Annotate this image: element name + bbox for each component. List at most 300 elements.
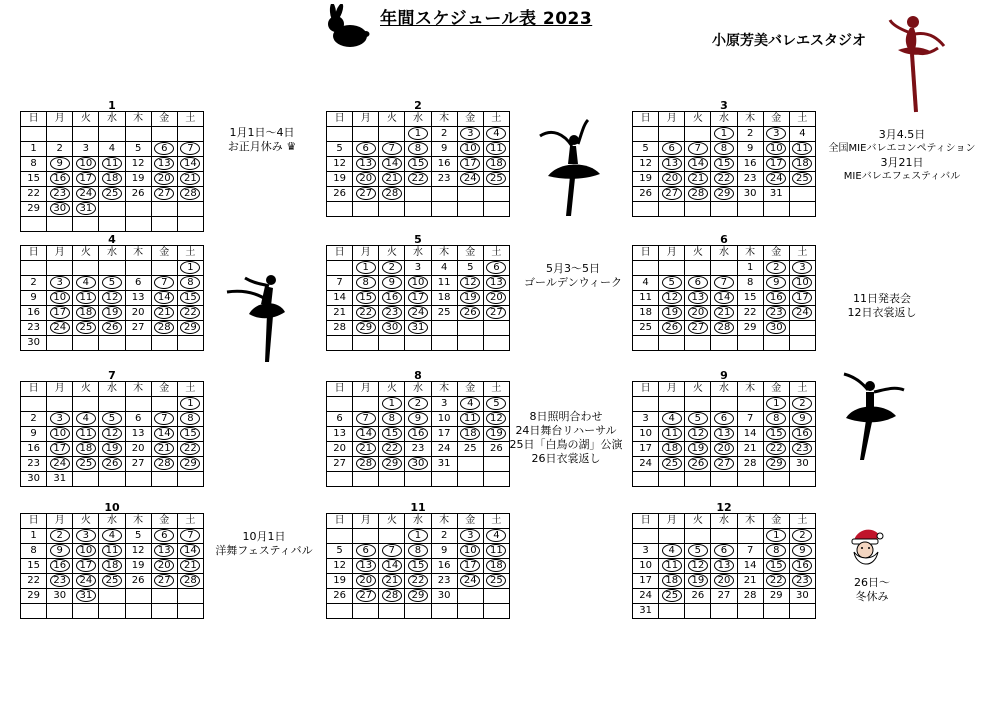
day-cell [763,172,789,187]
lesson-day-circle: 29 [714,187,734,200]
day-cell: 19 [327,574,353,589]
day-cell [177,457,203,472]
weekday-header: 日 [327,112,353,127]
day-cell [99,457,125,472]
day-cell [737,336,763,351]
day-cell: 2 [737,127,763,142]
day-cell [685,529,711,544]
day-cell [659,291,685,306]
day-cell: 19 [125,559,151,574]
day-cell [431,321,457,336]
lesson-day-circle: 3 [460,127,480,140]
day-cell [353,412,379,427]
day-cell: 24 [633,457,659,472]
day-cell [483,157,509,172]
lesson-day-circle: 21 [154,442,174,455]
day-cell [633,336,659,351]
weekday-header: 木 [737,382,763,397]
day-cell: 8 [21,544,47,559]
lesson-day-circle: 27 [688,321,708,334]
day-cell [763,127,789,142]
lesson-day-circle: 13 [662,157,682,170]
day-cell [405,172,431,187]
day-cell [151,187,177,202]
week-row [21,321,204,336]
day-cell [99,544,125,559]
lesson-day-circle: 10 [792,276,812,289]
day-cell [483,529,509,544]
day-cell [659,157,685,172]
day-cell [483,544,509,559]
month-calendar [632,100,816,217]
weekday-header: 月 [353,514,379,529]
lesson-day-circle: 14 [382,559,402,572]
day-cell [47,276,73,291]
day-cell [379,142,405,157]
day-cell: 5 [457,261,483,276]
day-cell [763,574,789,589]
day-cell [659,457,685,472]
day-cell [789,397,815,412]
lesson-day-circle: 25 [792,172,812,185]
lesson-day-circle: 17 [792,291,812,304]
day-cell [659,472,685,487]
weekday-header: 火 [379,112,405,127]
lesson-day-circle: 7 [382,142,402,155]
lesson-day-circle: 7 [180,529,200,542]
weekday-header: 土 [483,514,509,529]
weekday-header-row [21,246,204,261]
calendar-grid [20,245,204,351]
day-cell [125,202,151,217]
day-cell: 22 [737,306,763,321]
lesson-day-circle: 7 [154,276,174,289]
day-cell: 17 [633,442,659,457]
day-cell [73,127,99,142]
day-cell [685,472,711,487]
day-cell [659,321,685,336]
day-cell [151,427,177,442]
weekday-header: 火 [379,246,405,261]
week-row [21,472,204,487]
day-cell [379,172,405,187]
day-cell [177,291,203,306]
day-cell: 26 [685,589,711,604]
day-cell: 1 [21,529,47,544]
note-line: お正月休み ♛ [227,140,297,153]
lesson-day-circle: 27 [154,574,174,587]
day-cell [483,261,509,276]
day-cell [659,412,685,427]
week-row [21,276,204,291]
day-cell [405,472,431,487]
day-cell: 5 [125,142,151,157]
day-cell [711,306,737,321]
day-cell: 31 [431,457,457,472]
lesson-day-circle: 4 [486,529,506,542]
day-cell [711,276,737,291]
day-cell [379,559,405,574]
lesson-day-circle: 9 [382,276,402,289]
note-line: 26日衣裳返し [531,452,601,465]
day-cell [379,427,405,442]
day-cell [711,574,737,589]
day-cell [125,604,151,619]
weekday-header: 火 [685,112,711,127]
day-cell [73,529,99,544]
day-cell [457,604,483,619]
day-cell [327,336,353,351]
lesson-day-circle: 11 [486,544,506,557]
day-cell [659,142,685,157]
day-cell: 30 [47,589,73,604]
week-row [327,157,510,172]
day-cell [405,202,431,217]
day-cell [327,127,353,142]
day-cell [789,559,815,574]
day-cell [685,442,711,457]
month-calendar [20,370,204,487]
lesson-day-circle: 20 [662,172,682,185]
day-cell [125,127,151,142]
calendar-grid [20,513,204,619]
lesson-day-circle: 23 [792,442,812,455]
day-cell [763,397,789,412]
week-row [21,202,204,217]
lesson-day-circle: 8 [766,412,786,425]
day-cell [73,187,99,202]
month-calendar [326,370,510,487]
week-row [21,457,204,472]
day-cell: 30 [21,472,47,487]
lesson-day-circle: 27 [662,187,682,200]
lesson-day-circle: 16 [50,172,70,185]
day-cell: 24 [633,589,659,604]
day-cell [177,442,203,457]
day-cell [379,187,405,202]
day-cell: 1 [21,142,47,157]
lesson-day-circle: 23 [50,187,70,200]
lesson-day-circle: 21 [180,172,200,185]
lesson-day-circle: 9 [792,544,812,557]
day-cell [99,261,125,276]
day-cell [789,442,815,457]
day-cell [99,397,125,412]
day-cell [151,202,177,217]
day-cell: 12 [125,157,151,172]
note-august [500,410,632,466]
weekday-header: 木 [431,112,457,127]
day-cell: 29 [21,589,47,604]
weekday-header: 日 [327,382,353,397]
day-cell [99,321,125,336]
day-cell [763,276,789,291]
note-line: 3月4.5日 [878,128,926,141]
lesson-day-circle: 14 [180,157,200,170]
day-cell [177,261,203,276]
day-cell: 5 [327,142,353,157]
day-cell [763,457,789,472]
lesson-day-circle: 24 [460,172,480,185]
day-cell [685,427,711,442]
month-number: 3 [720,99,728,112]
day-cell: 14 [737,559,763,574]
day-cell [789,529,815,544]
lesson-day-circle: 17 [76,172,96,185]
day-cell [73,472,99,487]
day-cell: 16 [21,306,47,321]
lesson-day-circle: 8 [180,412,200,425]
day-cell [73,261,99,276]
lesson-day-circle: 18 [662,442,682,455]
lesson-day-circle: 25 [76,457,96,470]
note-line: 10月1日 [242,530,286,543]
day-cell [711,157,737,172]
day-cell [177,127,203,142]
lesson-day-circle: 16 [408,427,428,440]
day-cell: 28 [327,321,353,336]
note-line: 冬休み [855,590,889,603]
lesson-day-circle: 14 [714,291,734,304]
lesson-day-circle: 17 [50,442,70,455]
weekday-header-row [21,112,204,127]
week-row [327,172,510,187]
day-cell [99,336,125,351]
day-cell: 30 [431,589,457,604]
lesson-day-circle: 7 [356,412,376,425]
day-cell [457,412,483,427]
weekday-header: 水 [405,514,431,529]
day-cell [789,306,815,321]
day-cell [151,457,177,472]
lesson-day-circle: 19 [102,306,122,319]
weekday-header: 木 [125,112,151,127]
day-cell [47,457,73,472]
lesson-day-circle: 22 [180,442,200,455]
lesson-day-circle: 21 [356,442,376,455]
day-cell [47,604,73,619]
day-cell [353,544,379,559]
day-cell [327,397,353,412]
day-cell [353,397,379,412]
day-cell [789,472,815,487]
lesson-day-circle: 25 [76,321,96,334]
calendar-grid [326,245,510,351]
month-number: 4 [108,233,116,246]
day-cell [659,172,685,187]
day-cell [151,276,177,291]
day-cell [177,157,203,172]
day-cell [99,574,125,589]
day-cell [659,306,685,321]
day-cell [125,589,151,604]
lesson-day-circle: 14 [154,291,174,304]
day-cell: 23 [405,442,431,457]
day-cell [763,544,789,559]
day-cell: 22 [21,574,47,589]
day-cell: 28 [737,457,763,472]
weekday-header: 水 [711,112,737,127]
day-cell [685,321,711,336]
day-cell [99,529,125,544]
day-cell [353,604,379,619]
lesson-day-circle: 29 [408,589,428,602]
day-cell [177,276,203,291]
lesson-day-circle: 6 [154,529,174,542]
day-cell: 7 [737,544,763,559]
day-cell [789,187,815,202]
day-cell: 30 [737,187,763,202]
day-cell [405,427,431,442]
lesson-day-circle: 28 [154,457,174,470]
lesson-day-circle: 4 [102,529,122,542]
weekday-header: 火 [685,514,711,529]
day-cell: 9 [431,142,457,157]
day-cell [685,574,711,589]
day-cell [405,559,431,574]
day-cell [737,472,763,487]
day-cell [177,142,203,157]
day-cell [457,127,483,142]
lesson-day-circle: 11 [662,427,682,440]
weekday-header: 日 [21,382,47,397]
day-cell: 20 [125,306,151,321]
day-cell [177,529,203,544]
day-cell: 23 [737,172,763,187]
lesson-day-circle: 11 [76,291,96,304]
weekday-header: 木 [737,514,763,529]
day-cell [763,472,789,487]
lesson-day-circle: 1 [408,529,428,542]
day-cell [73,172,99,187]
lesson-day-circle: 28 [180,187,200,200]
week-row [633,427,816,442]
day-cell [405,574,431,589]
lesson-day-circle: 18 [76,442,96,455]
week-row [21,589,204,604]
lesson-day-circle: 23 [792,574,812,587]
day-cell [405,544,431,559]
lesson-day-circle: 10 [460,544,480,557]
day-cell [21,397,47,412]
day-cell [711,397,737,412]
day-cell [379,202,405,217]
lesson-day-circle: 24 [76,574,96,587]
weekday-header: 金 [763,246,789,261]
day-cell [659,604,685,619]
day-cell [405,321,431,336]
weekday-header: 土 [483,246,509,261]
day-cell [431,187,457,202]
lesson-day-circle: 4 [662,544,682,557]
note-line: 12日衣裳返し [847,306,917,319]
week-row [327,321,510,336]
lesson-day-circle: 2 [766,261,786,274]
day-cell: 4 [99,142,125,157]
day-cell [659,442,685,457]
week-row [327,291,510,306]
lesson-day-circle: 7 [714,276,734,289]
day-cell: 30 [789,457,815,472]
week-row [21,442,204,457]
weekday-header-row [327,382,510,397]
lesson-day-circle: 1 [766,529,786,542]
day-cell [457,202,483,217]
weekday-header: 土 [177,246,203,261]
lesson-day-circle: 11 [792,142,812,155]
week-row [21,172,204,187]
day-cell [685,202,711,217]
day-cell [685,142,711,157]
lesson-day-circle: 21 [382,172,402,185]
day-cell [379,321,405,336]
lesson-day-circle: 16 [382,291,402,304]
day-cell [659,529,685,544]
lesson-day-circle: 11 [102,544,122,557]
note-december [832,576,912,604]
day-cell [47,306,73,321]
week-row [633,442,816,457]
weekday-header-row [633,382,816,397]
week-row [633,306,816,321]
weekday-header: 水 [405,382,431,397]
day-cell [659,574,685,589]
day-cell [457,457,483,472]
weekday-header: 水 [405,246,431,261]
day-cell [457,529,483,544]
lesson-day-circle: 27 [486,306,506,319]
day-cell [431,472,457,487]
day-cell: 2 [47,142,73,157]
day-cell [659,127,685,142]
day-cell [379,261,405,276]
day-cell [763,412,789,427]
day-cell: 21 [737,574,763,589]
lesson-day-circle: 31 [408,321,428,334]
ballerina-icon [538,118,602,218]
weekday-header: 火 [685,246,711,261]
day-cell [73,217,99,232]
lesson-day-circle: 10 [76,157,96,170]
day-cell [353,336,379,351]
day-cell [659,544,685,559]
day-cell [151,472,177,487]
lesson-day-circle: 6 [154,142,174,155]
lesson-day-circle: 30 [408,457,428,470]
weekday-header: 日 [327,246,353,261]
calendar-grid [632,245,816,351]
day-cell: 2 [21,412,47,427]
day-cell [379,291,405,306]
page-title: 年間スケジュール表 2023 [380,9,593,29]
lesson-day-circle: 13 [154,544,174,557]
day-cell [47,187,73,202]
day-cell [457,142,483,157]
day-cell: 7 [737,412,763,427]
lesson-day-circle: 25 [662,457,682,470]
week-row [327,529,510,544]
day-cell [47,574,73,589]
day-cell [21,127,47,142]
weekday-header: 火 [379,514,405,529]
lesson-day-circle: 17 [408,291,428,304]
lesson-day-circle: 19 [688,574,708,587]
lesson-day-circle: 28 [382,589,402,602]
day-cell: 27 [711,589,737,604]
day-cell [353,589,379,604]
day-cell [379,544,405,559]
day-cell [353,142,379,157]
